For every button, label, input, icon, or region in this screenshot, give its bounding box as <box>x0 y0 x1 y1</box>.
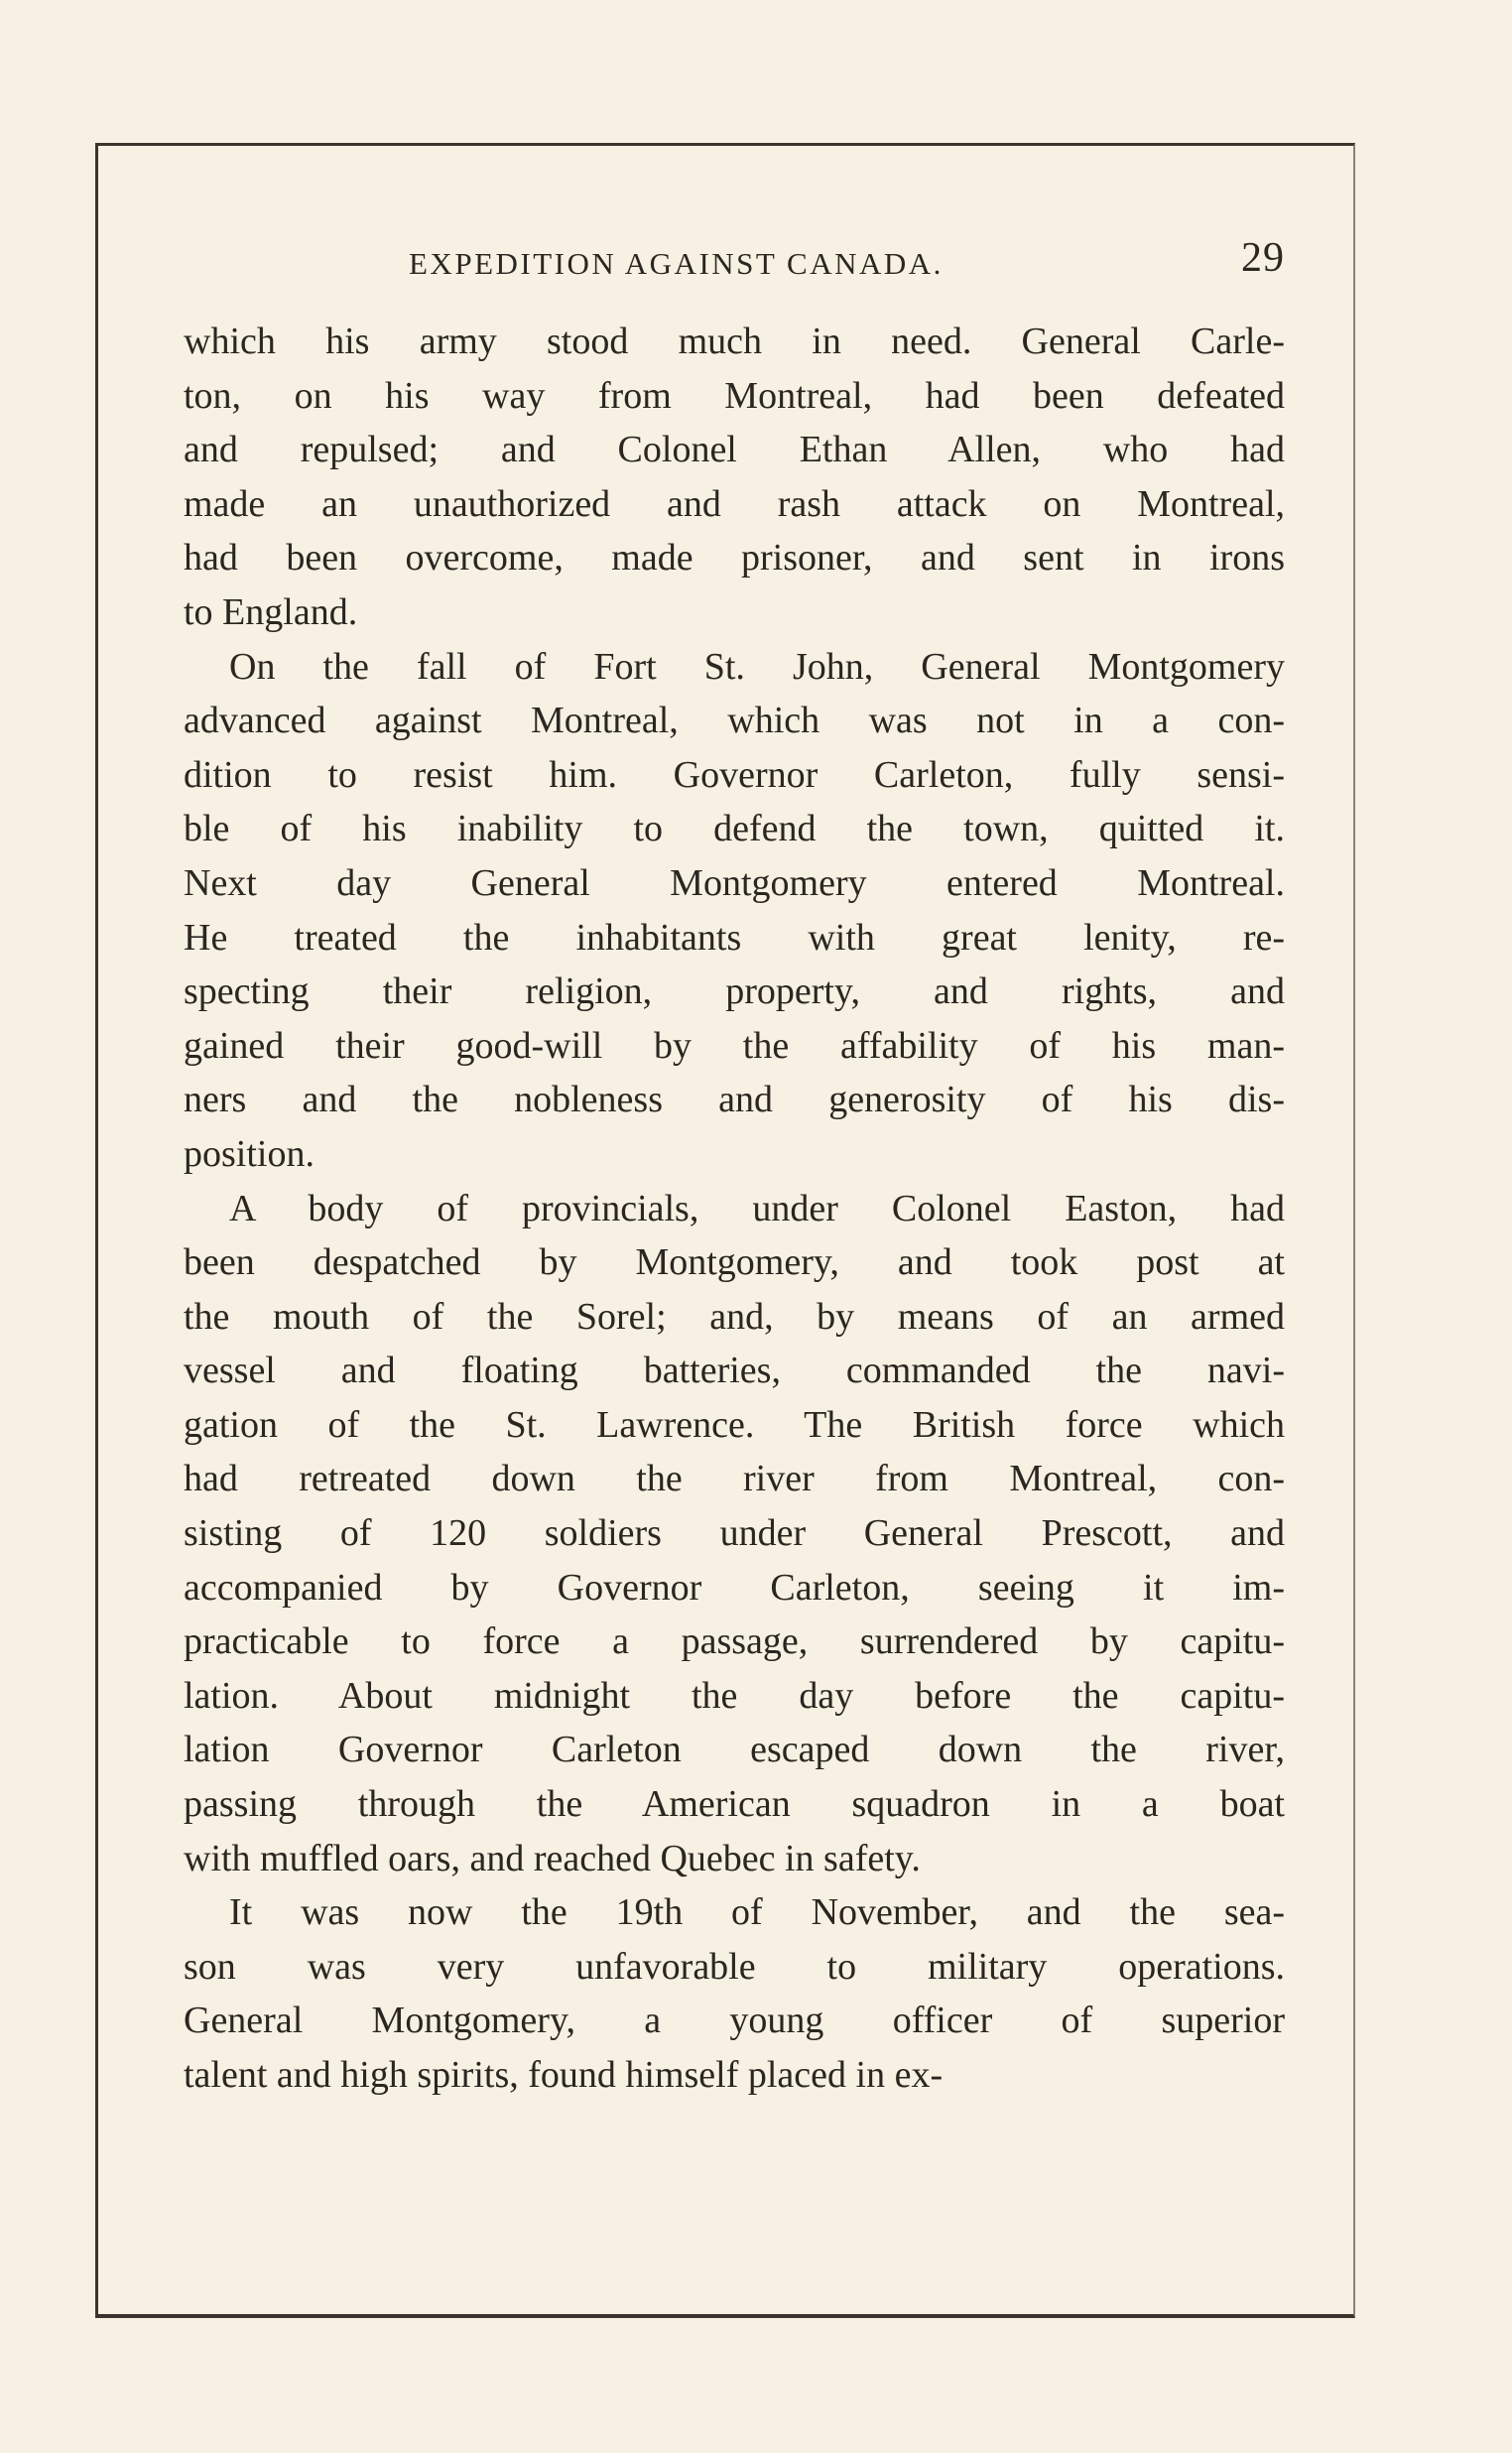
text-line: lation Governor Carleton escaped down the river, <box>184 1729 1285 1771</box>
text-line: accompanied by Governor Carleton, seeing it im- <box>184 1566 1285 1609</box>
text-line: position. <box>184 1132 315 1175</box>
text-line: sisting of 120 soldiers under General Prescott, and <box>184 1512 1285 1555</box>
text-line: ners and the nobleness and generosity of his dis- <box>184 1079 1285 1121</box>
text-line: which his army stood much in need. General Carle- <box>184 321 1285 362</box>
text-line: Next day General Montgomery entered Montreal. <box>184 861 1285 904</box>
text-line: He treated the inhabitants with great lenity, re- <box>184 916 1285 959</box>
text-line: gation of the St. Lawrence. The British force which <box>184 1403 1285 1446</box>
text-line: and repulsed; and Colonel Ethan Allen, who had <box>184 429 1285 471</box>
text-line: dition to resist him. Governor Carleton, fully sensi- <box>184 753 1285 796</box>
text-line: advanced against Montreal, which was not in a con- <box>184 700 1285 742</box>
text-line: vessel and floating batteries, commanded the navi- <box>184 1350 1285 1392</box>
text-line: A body of provincials, under Colonel Easton, had <box>229 1187 1285 1229</box>
text-line: ble of his inability to defend the town, quitted it. <box>184 808 1285 850</box>
text-line: had been overcome, made prisoner, and sent in irons <box>184 537 1285 580</box>
text-line: General Montgomery, a young officer of superior <box>184 2000 1285 2042</box>
text-line: On the fall of Fort St. John, General Montgomery <box>229 645 1285 688</box>
text-line: made an unauthorized and rash attack on Montreal, <box>184 482 1285 525</box>
text-line: gained their good-will by the affability of his man- <box>184 1024 1285 1067</box>
text-line: been despatched by Montgomery, and took post at <box>184 1241 1285 1284</box>
text-line: It was now the 19th of November, and the sea- <box>229 1891 1285 1934</box>
running-head <box>184 235 1285 298</box>
text-line: to England. <box>184 590 358 633</box>
text-line: talent and high spirits, found himself placed in ex- <box>184 2054 944 2096</box>
text-line: with muffled oars, and reached Quebec in safety. <box>184 1837 921 1879</box>
text-line: had retreated down the river from Montreal, con- <box>184 1458 1285 1500</box>
text-line: son was very unfavorable to military operations. <box>184 1945 1285 1988</box>
text-line: ton, on his way from Montreal, had been defeated <box>184 374 1285 417</box>
paragraph <box>184 315 1285 640</box>
text-line: passing through the American squadron in a boat <box>184 1783 1285 1826</box>
text-line: practicable to force a passage, surrendered by capitu- <box>184 1620 1285 1663</box>
paragraph <box>184 1182 1285 1886</box>
running-title: EXPEDITION AGAINST CANADA. <box>409 246 944 281</box>
body-text <box>184 315 1285 2103</box>
paragraph <box>184 640 1285 1182</box>
page-number: 29 <box>1241 235 1285 281</box>
text-line: the mouth of the Sorel; and, by means of an armed <box>184 1295 1285 1338</box>
paragraph <box>184 1885 1285 2102</box>
text-line: specting their religion, property, and rights, and <box>184 970 1285 1013</box>
text-line: lation. About midnight the day before the capitu- <box>184 1674 1285 1717</box>
